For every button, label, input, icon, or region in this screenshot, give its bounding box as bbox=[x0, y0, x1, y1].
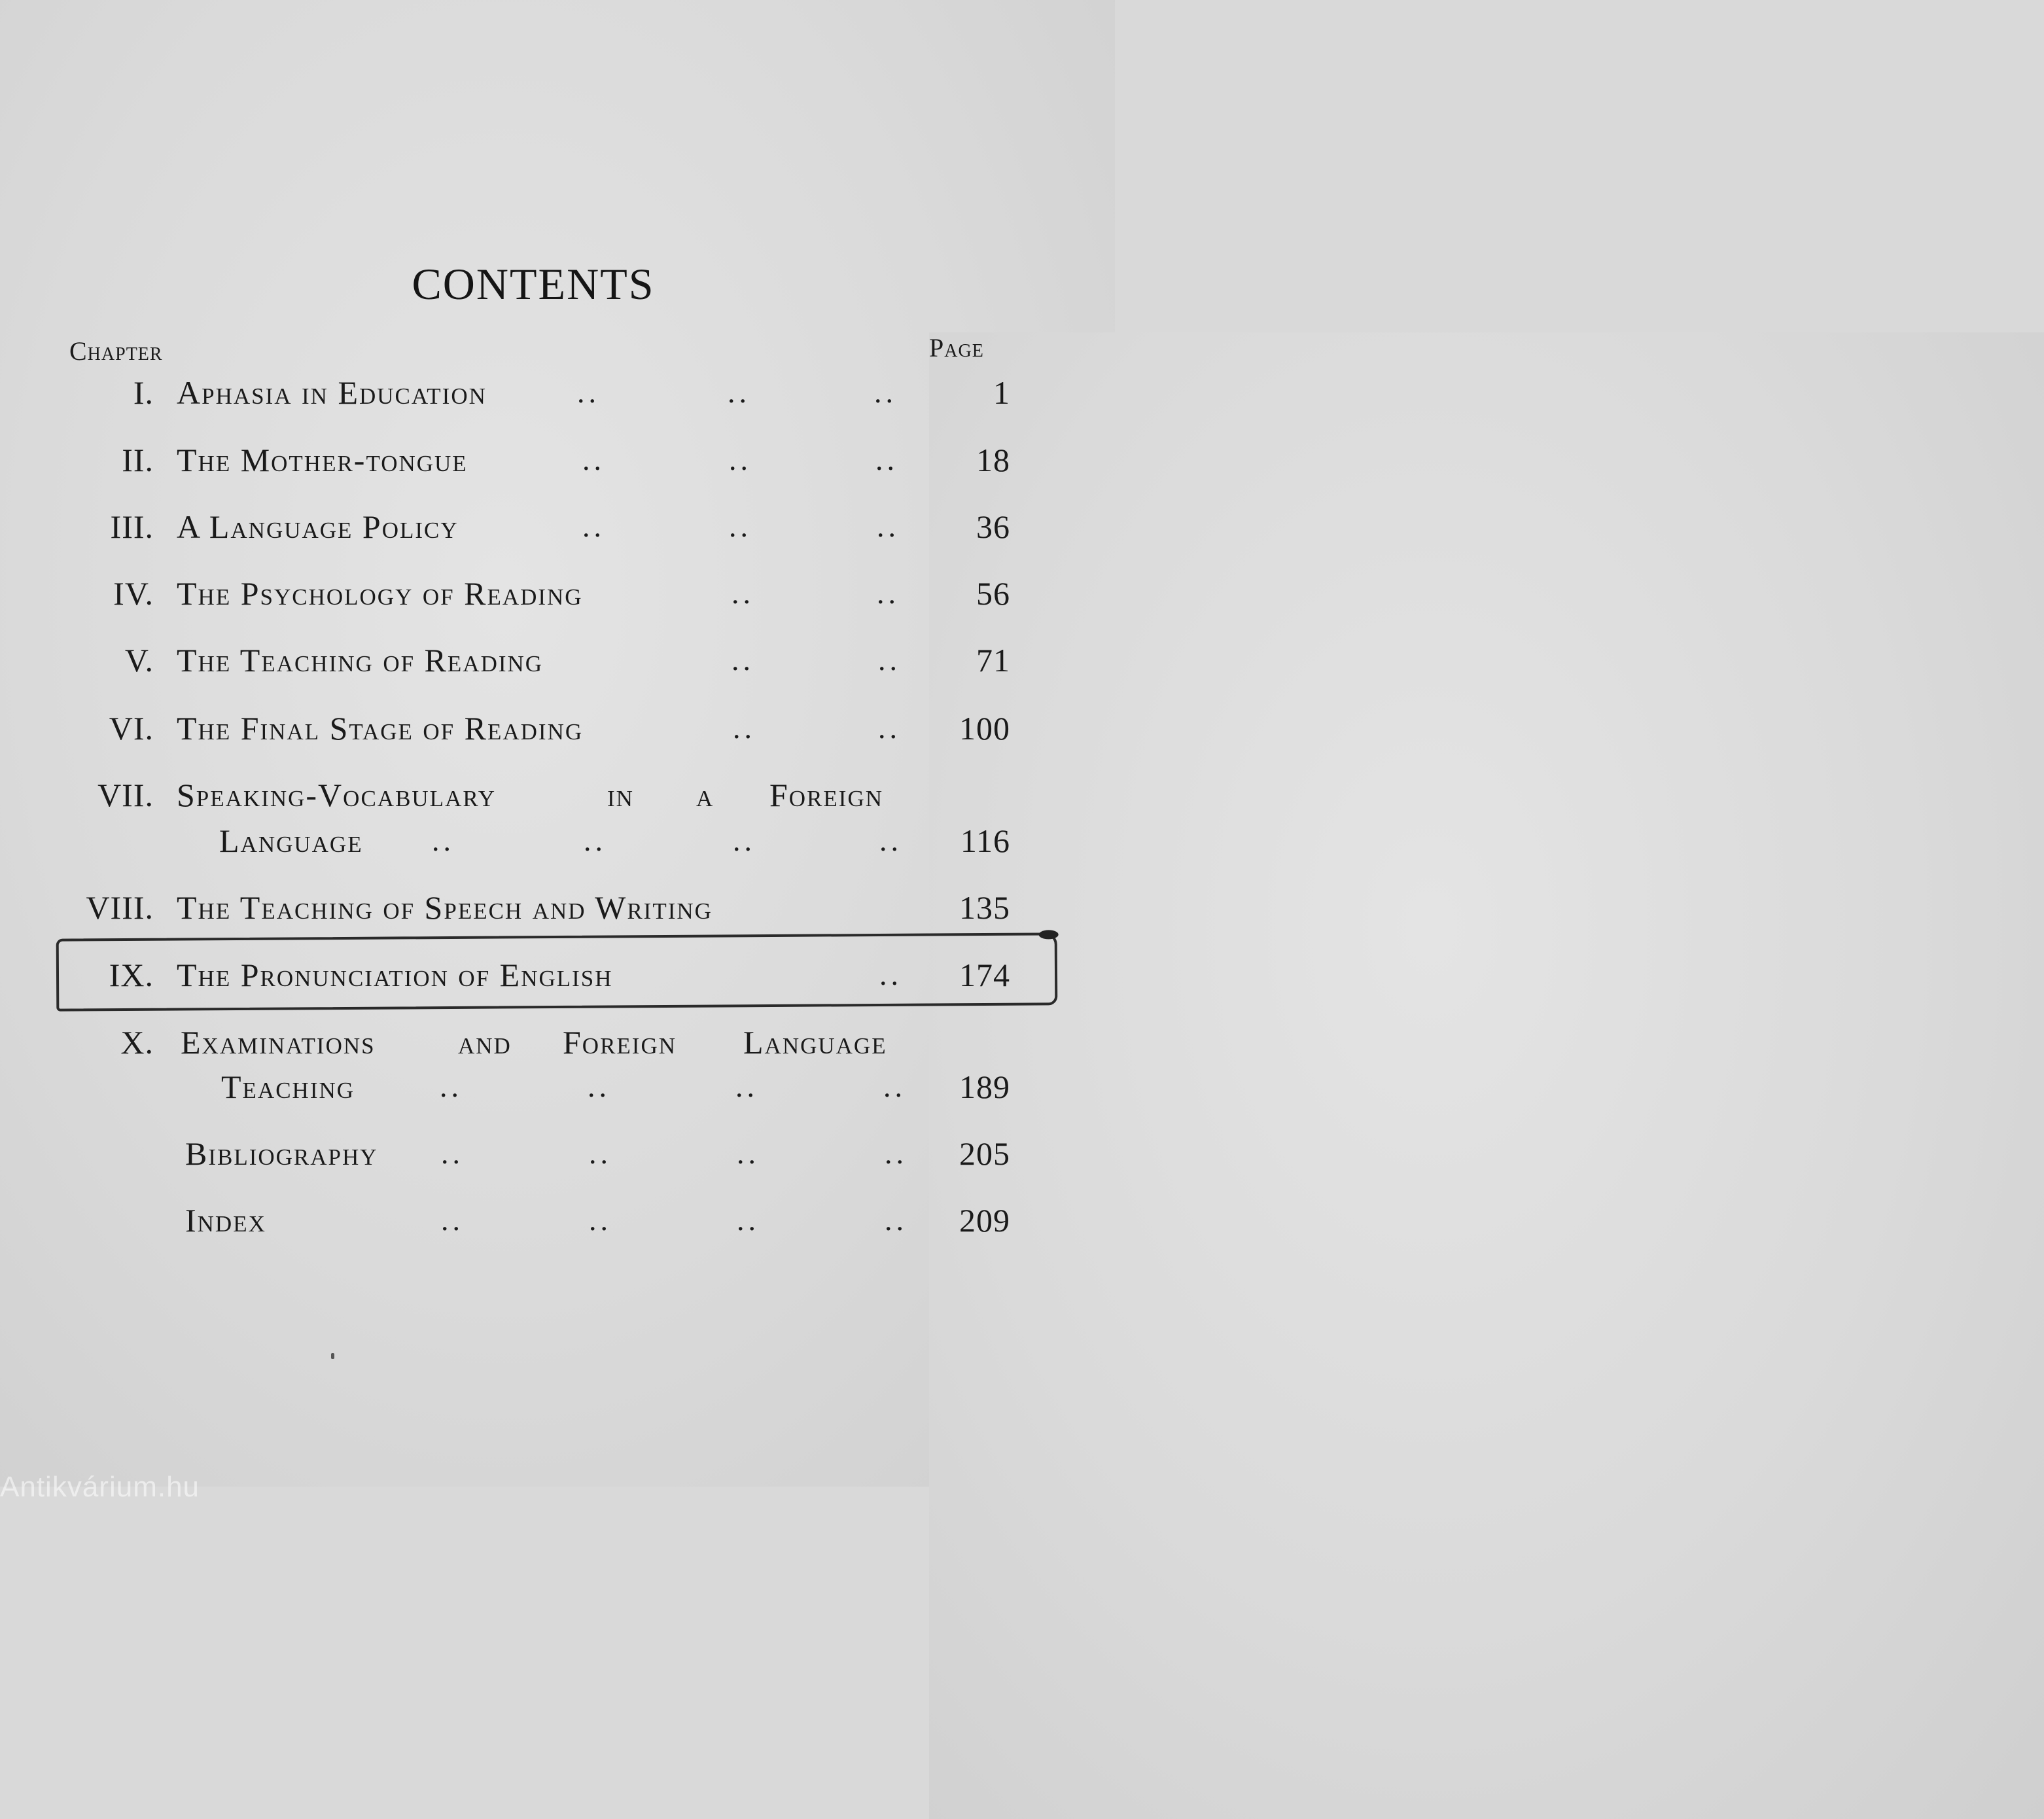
leader-dots: .. bbox=[588, 1070, 610, 1103]
page-number: 209 bbox=[959, 1202, 1010, 1239]
page-number: 56 bbox=[976, 575, 1010, 612]
page-number: 174 bbox=[959, 957, 1010, 993]
leader-dots: .. bbox=[731, 576, 754, 610]
leader-dots: .. bbox=[441, 1137, 464, 1170]
chapter-number: II. bbox=[122, 442, 154, 478]
toc-entry-back-matter bbox=[0, 1131, 1115, 1176]
leader-dots: .. bbox=[731, 643, 754, 677]
leader-dots: .. bbox=[885, 1203, 907, 1237]
chapter-title: A Language Policy bbox=[177, 508, 459, 545]
toc-entry bbox=[0, 504, 1115, 550]
chapter-title-word: Examinations bbox=[181, 1024, 376, 1061]
toc-entry bbox=[0, 705, 1115, 751]
toc-entry bbox=[0, 1019, 1115, 1065]
toc-entry-continuation bbox=[0, 818, 1115, 864]
leader-dots: .. bbox=[440, 1070, 463, 1103]
leader-dots: .. bbox=[877, 510, 900, 543]
watermark: Antikvárium.hu bbox=[0, 1471, 200, 1503]
leader-dots: .. bbox=[875, 443, 898, 476]
leader-dots: .. bbox=[883, 1070, 906, 1103]
leader-dots: .. bbox=[582, 510, 605, 543]
paper-speck bbox=[331, 1353, 334, 1359]
chapter-title-word: Foreign bbox=[769, 777, 884, 813]
leader-dots: .. bbox=[589, 1203, 612, 1237]
book-page bbox=[0, 0, 1115, 1503]
page-number: 135 bbox=[959, 889, 1010, 926]
chapter-title-continuation: Teaching bbox=[221, 1068, 355, 1105]
chapter-title: The Pronunciation of English bbox=[177, 957, 613, 993]
chapter-title-word: Foreign bbox=[563, 1024, 677, 1061]
chapter-title: The Teaching of Reading bbox=[177, 642, 544, 679]
chapter-number: IX. bbox=[109, 957, 154, 993]
leader-dots: .. bbox=[584, 824, 607, 857]
leader-dots: .. bbox=[877, 576, 900, 610]
leader-dots: .. bbox=[879, 958, 902, 991]
chapter-title: The Teaching of Speech and Writing bbox=[177, 889, 713, 926]
page-number: 1 bbox=[993, 374, 1010, 411]
page-number: 36 bbox=[976, 508, 1010, 545]
toc-entry-back-matter bbox=[0, 1197, 1115, 1243]
leader-dots: .. bbox=[737, 1203, 760, 1237]
toc-entry-continuation bbox=[0, 1064, 1115, 1110]
page-number: 116 bbox=[960, 822, 1010, 859]
page-number: 205 bbox=[959, 1135, 1010, 1172]
leader-dots: .. bbox=[879, 824, 902, 857]
chapter-title-word: Speaking-Vocabulary bbox=[177, 777, 497, 813]
toc-entry bbox=[0, 437, 1115, 483]
chapter-number: I. bbox=[133, 374, 154, 411]
toc-entry-highlighted bbox=[0, 952, 1115, 998]
chapter-title: The Psychology of Reading bbox=[177, 575, 583, 612]
leader-dots: .. bbox=[441, 1203, 464, 1237]
leader-dots: .. bbox=[589, 1137, 612, 1170]
page-title: CONTENTS bbox=[412, 259, 655, 309]
chapter-number: X. bbox=[120, 1024, 154, 1061]
back-matter-title: Bibliography bbox=[185, 1135, 378, 1172]
page-number: 189 bbox=[959, 1068, 1010, 1105]
leader-dots: .. bbox=[733, 711, 756, 745]
chapter-number: VI. bbox=[109, 710, 154, 747]
chapter-title: The Mother-tongue bbox=[177, 442, 468, 478]
chapter-number: V. bbox=[124, 642, 154, 679]
chapter-title-word: in bbox=[607, 777, 634, 813]
toc-entry bbox=[0, 772, 1115, 818]
chapter-title-word: and bbox=[458, 1024, 512, 1061]
chapter-number: VIII. bbox=[86, 889, 154, 926]
leader-dots: .. bbox=[737, 1137, 760, 1170]
page-number: 71 bbox=[976, 642, 1010, 679]
toc-entry bbox=[0, 637, 1115, 683]
leader-dots: .. bbox=[577, 376, 600, 409]
leader-dots: .. bbox=[582, 443, 605, 476]
leader-dots: .. bbox=[878, 643, 901, 677]
chapter-title-word: a bbox=[696, 777, 714, 813]
chapter-title: The Final Stage of Reading bbox=[177, 710, 584, 747]
leader-dots: .. bbox=[729, 443, 752, 476]
chapter-number: III. bbox=[110, 508, 154, 545]
page-number: 100 bbox=[959, 710, 1010, 747]
chapter-column-header: Chapter bbox=[69, 336, 163, 366]
leader-dots: .. bbox=[432, 824, 455, 857]
toc-entry bbox=[0, 885, 1115, 930]
leader-dots: .. bbox=[729, 510, 752, 543]
back-matter-title: Index bbox=[185, 1202, 266, 1239]
toc-entry bbox=[0, 370, 1115, 415]
leader-dots: .. bbox=[885, 1137, 907, 1170]
leader-dots: .. bbox=[728, 376, 750, 409]
toc-entry bbox=[0, 571, 1115, 616]
page-column-header: Page bbox=[929, 332, 2044, 1819]
chapter-title-continuation: Language bbox=[219, 822, 363, 859]
chapter-number: IV. bbox=[113, 575, 154, 612]
chapter-title: Aphasia in Education bbox=[177, 374, 487, 411]
chapter-number: VII. bbox=[97, 777, 154, 813]
page-number: 18 bbox=[976, 442, 1010, 478]
leader-dots: .. bbox=[878, 711, 901, 745]
chapter-title-word: Language bbox=[743, 1024, 887, 1061]
leader-dots: .. bbox=[874, 376, 897, 409]
leader-dots: .. bbox=[735, 1070, 758, 1103]
leader-dots: .. bbox=[733, 824, 756, 857]
